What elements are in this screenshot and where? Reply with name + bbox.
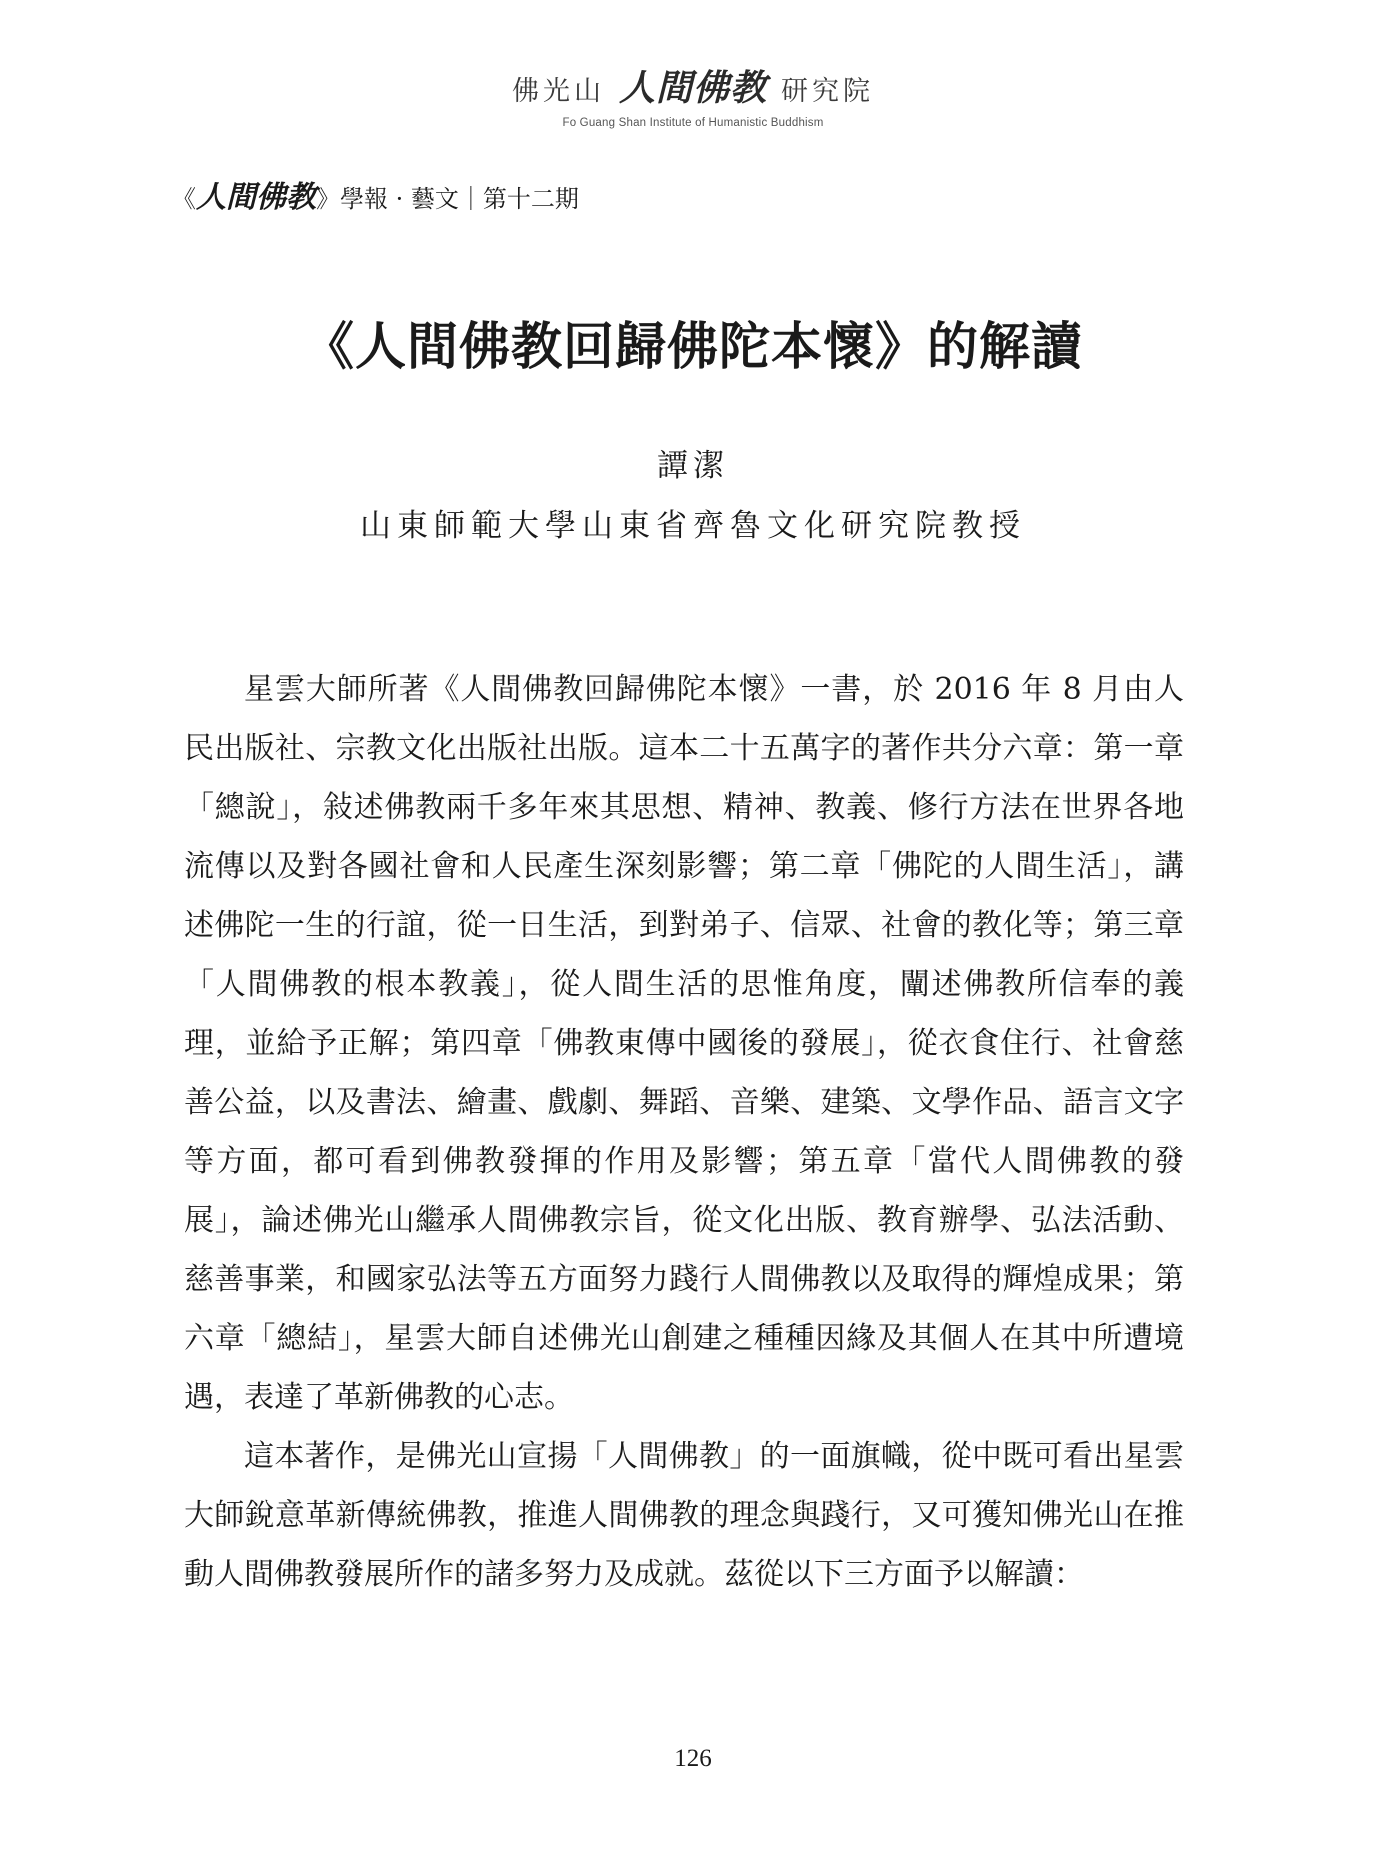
page-number: 126 xyxy=(674,1745,712,1772)
running-head-open-bracket: 《 xyxy=(172,185,196,213)
body-paragraph-1: 星雲大師所著《人間佛教回歸佛陀本懷》一書，於 2016 年 8 月由人民出版社、宗教文化出版社出版。這本二十五萬字的著作共分六章：第一章「總說」，敍述佛教兩千多年來其思想、精神、教義、修行方法在世界各地流傳以及對各國社會和人民產生深刻影響；第二章「佛陀的人間生活」，講述佛陀一生的行誼，從一日生活，到對弟子、信眾、社會的教化等；第三章「人間佛教的根本教義」，從人間生活的思惟角度，闡述佛教所信奉的義理，並給予正解；第四章「佛教東傳中國後的發展」，從衣食住行、社會慈善公益，以及書法、繪畫、戲劇、舞蹈、音樂、建築、文學作品、語言文字等方面，都可看到佛教發揮的作用及影響；第五章「當代人間佛教的發展」，論述佛光山繼承人間佛教宗旨，從文化出版、教育辦學、弘法活動、慈善事業，和國家弘法等五方面努力踐行人間佛教以及取得的輝煌成果；第六章「總結」，星雲大師自述佛光山創建之種種因緣及其個人在其中所遭境遇，表達了革新佛教的心志。 xyxy=(184,672,1184,1415)
masthead-prefix: 佛光山 xyxy=(511,76,605,107)
body-paragraph-2: 這本著作，是佛光山宣揚「人間佛教」的一面旗幟，從中既可看出星雲大師銳意革新傳統佛教，推進人間佛教的理念與踐行，又可獲知佛光山在推動人間佛教發展所作的諸多努力及成就。茲從以下三方面予以解讀： xyxy=(184,1439,1184,1592)
masthead-logo xyxy=(512,60,874,111)
author-affiliation: 山東師範大學山東省齊魯文化研究院教授 xyxy=(360,508,1026,544)
running-head-brand: 人間佛教 xyxy=(196,180,316,215)
running-head xyxy=(172,172,579,216)
masthead-english-subtitle: Fo Guang Shan Institute of Humanistic Buddhism xyxy=(562,117,824,129)
article-body xyxy=(184,660,1184,1604)
running-head-journal-info: 》學報 · 藝文｜第十二期 xyxy=(316,185,579,213)
masthead-suffix: 研究院 xyxy=(781,76,874,107)
article-title: 《人間佛教回歸佛陀本懷》的解讀 xyxy=(302,318,1083,377)
masthead-brand-calligraphy: 人間佛教 xyxy=(618,68,767,109)
masthead xyxy=(0,60,1386,129)
author-name: 譚潔 xyxy=(657,448,729,484)
